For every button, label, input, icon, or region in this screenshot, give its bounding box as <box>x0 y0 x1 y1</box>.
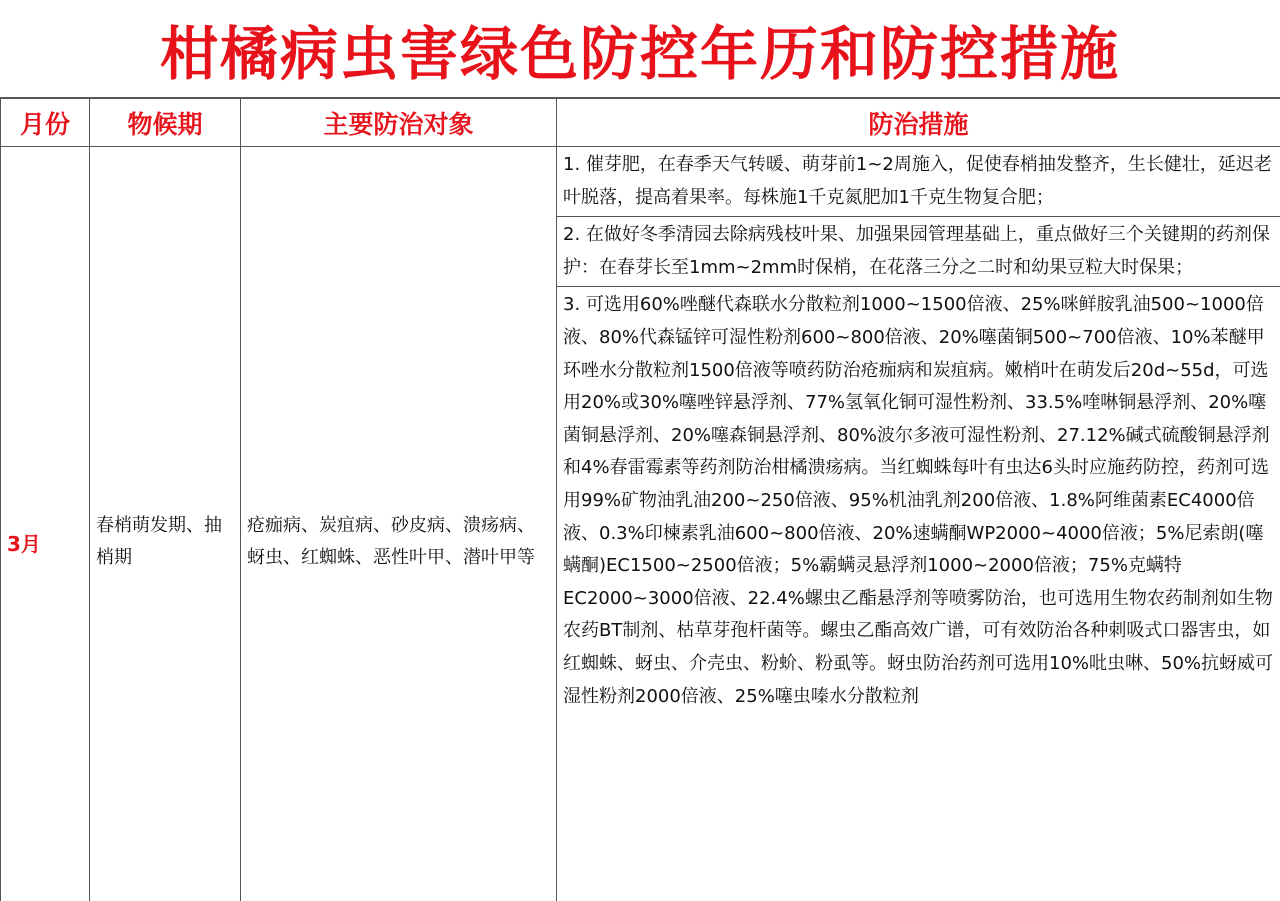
cell-phenology: 春梢萌发期、抽梢期 <box>90 147 241 901</box>
header-month: 月份 <box>1 99 90 147</box>
header-row <box>1 99 1280 147</box>
control-calendar-table <box>0 98 1280 901</box>
cell-month: 3月 <box>1 147 90 901</box>
cell-measures <box>557 147 1280 901</box>
header-phenology: 物候期 <box>90 99 241 147</box>
header-measures: 防治措施 <box>557 99 1280 147</box>
table-row <box>1 147 1280 901</box>
measure-item-3: 3. 可选用60%唑醚代森联水分散粒剂1000~1500倍液、25%咪鲜胺乳油500~1000倍液、80%代森锰锌可湿性粉剂600~800倍液、20%噻菌铜500~700倍液、10%苯醚甲环唑水分散粒剂1500倍液等喷药防治疮痂病和炭疽病。嫩梢叶在萌发后20d~55d，可选用20%或30%噻唑锌悬浮剂、77%氢氧化铜可湿性粉剂、33.5%喹啉铜悬浮剂、20%噻菌铜悬浮剂、20%噻森铜悬浮剂、80%波尔多液可湿性粉剂、27.12%碱式硫酸铜悬浮剂和4%春雷霉素等药剂防治柑橘溃疡病。当红蜘蛛每叶有虫达6头时应施药防控，药剂可选用99%矿物油乳油200~250倍液、95%机油乳剂200倍液、1.8%阿维菌素EC4000倍液、0.3%印楝素乳油600~800倍液、20%速螨酮WP2000~4000倍液；5%尼索朗(噻螨酮)EC1500~2500倍液；5%霸螨灵悬浮剂1000~2000倍液；75%克螨特EC2000~3000倍液、22.4%螺虫乙酯悬浮剂等喷雾防治，也可选用生物农药制剂如生物农药BT制剂、枯草芽孢杆菌等。螺虫乙酯高效广谱，可有效防治各种刺吸式口器害虫，如红蜘蛛、蚜虫、介壳虫、粉蚧、粉虱等。蚜虫防治药剂可选用10%吡虫啉、50%抗蚜威可湿性粉剂2000倍液、25%噻虫嗪水分散粒剂 <box>563 294 1274 707</box>
measure-item-2: 2. 在做好冬季清园去除病残枝叶果、加强果园管理基础上，重点做好三个关键期的药剂保护：在春芽长至1mm~2mm时保梢，在花落三分之二时和幼果豆粒大时保果； <box>557 217 1280 287</box>
page-title: 柑橘病虫害绿色防控年历和防控措施 <box>0 0 1280 98</box>
measure-item-1: 1. 催芽肥，在春季天气转暖、萌芽前1~2周施入，促使春梢抽发整齐，生长健壮，延迟老叶脱落，提高着果率。每株施1千克氮肥加1千克生物复合肥； <box>557 147 1280 217</box>
header-targets: 主要防治对象 <box>241 99 557 147</box>
cell-targets: 疮痂病、炭疽病、砂皮病、溃疡病、蚜虫、红蜘蛛、恶性叶甲、潜叶甲等 <box>241 147 557 901</box>
